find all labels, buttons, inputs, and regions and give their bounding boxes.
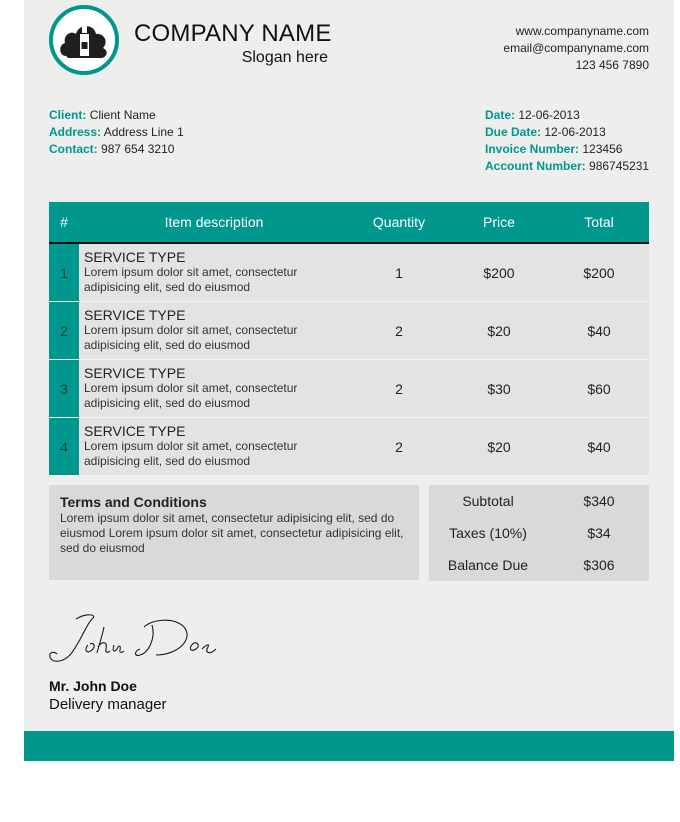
service-description: Lorem ipsum dolor sit amet, consectetur adipisicing elit, sed do eiusmod	[84, 265, 298, 294]
service-description: Lorem ipsum dolor sit amet, consectetur adipisicing elit, sed do eiusmod	[84, 439, 298, 468]
due-date-row	[485, 124, 649, 141]
handwritten-signature	[44, 605, 234, 670]
subtotal-row	[429, 493, 649, 513]
row-total: $40	[549, 302, 649, 360]
date-value: 12-06-2013	[518, 108, 580, 122]
footer-band	[24, 731, 674, 761]
service-type: SERVICE TYPE	[84, 365, 186, 381]
row-price: $30	[449, 360, 549, 418]
row-description	[79, 243, 349, 302]
invoice-sheet	[24, 0, 674, 761]
header-total: Total	[549, 202, 649, 243]
terms-panel	[49, 485, 419, 580]
table-row	[49, 418, 649, 476]
header-quantity: Quantity	[349, 202, 449, 243]
table-row	[49, 360, 649, 418]
totals-panel	[429, 485, 649, 581]
row-quantity: 1	[349, 243, 449, 302]
invoice-number-row	[485, 141, 649, 158]
account-number-label: Account Number:	[485, 159, 586, 173]
balance-due-value: $306	[583, 557, 615, 573]
address-value: Address Line 1	[103, 125, 184, 139]
contact-value: 987 654 3210	[101, 142, 175, 156]
company-email[interactable]: email@companyname.com	[503, 41, 649, 55]
date-label: Date:	[485, 108, 516, 122]
account-number-row	[485, 158, 649, 175]
due-date-label: Due Date:	[485, 125, 542, 139]
row-price: $20	[449, 302, 549, 360]
terms-body: Lorem ipsum dolor sit amet, consectetur adipisicing elit, sed do eiusmod Lorem ipsum dolor sit amet, consectetur adipisicing elit, sed do eiusmod	[60, 511, 404, 555]
contact-row	[49, 141, 184, 158]
signer-name: Mr. John Doe	[49, 678, 137, 694]
taxes-label: Taxes (10%)	[449, 525, 527, 541]
items-table	[49, 202, 649, 476]
client-value: Client Name	[89, 108, 156, 122]
company-website[interactable]: www.companyname.com	[515, 24, 649, 38]
header-description: Item description	[79, 202, 349, 243]
header-price: Price	[449, 202, 549, 243]
service-type: SERVICE TYPE	[84, 307, 186, 323]
company-phone: 123 456 7890	[575, 58, 649, 72]
table-header-row	[49, 202, 649, 243]
table-row	[49, 302, 649, 360]
row-number: 4	[49, 418, 79, 476]
taxes-value: $34	[587, 525, 611, 541]
address-row	[49, 124, 184, 141]
signer-title: Delivery manager	[49, 696, 167, 713]
subtotal-label: Subtotal	[462, 493, 514, 509]
subtotal-value: $340	[583, 493, 615, 509]
invoice-number-label: Invoice Number:	[485, 142, 580, 156]
header-number: #	[49, 202, 79, 243]
row-description	[79, 360, 349, 418]
bottle-cloud-icon	[56, 12, 112, 68]
due-date-value: 12-06-2013	[544, 125, 606, 139]
taxes-row	[429, 525, 649, 545]
row-number: 3	[49, 360, 79, 418]
service-type: SERVICE TYPE	[84, 423, 186, 439]
service-description: Lorem ipsum dolor sit amet, consectetur adipisicing elit, sed do eiusmod	[84, 323, 298, 352]
row-total: $200	[549, 243, 649, 302]
row-price: $200	[449, 243, 549, 302]
company-contact-block	[503, 23, 649, 74]
service-description: Lorem ipsum dolor sit amet, consectetur adipisicing elit, sed do eiusmod	[84, 381, 298, 410]
company-logo	[49, 5, 119, 75]
row-number: 1	[49, 243, 79, 302]
balance-due-row	[429, 557, 649, 577]
account-number-value: 986745231	[589, 159, 650, 173]
row-quantity: 2	[349, 302, 449, 360]
company-slogan: Slogan here	[241, 49, 328, 66]
client-row	[49, 107, 184, 124]
address-label: Address:	[49, 125, 102, 139]
table-row	[49, 243, 649, 302]
balance-due-label: Balance Due	[447, 557, 529, 573]
row-total: $60	[549, 360, 649, 418]
contact-label: Contact:	[49, 142, 98, 156]
invoice-info	[485, 107, 649, 175]
row-description	[79, 418, 349, 476]
terms-title: Terms and Conditions	[60, 494, 207, 510]
row-price: $20	[449, 418, 549, 476]
row-description	[79, 302, 349, 360]
invoice-number-value: 123456	[582, 142, 623, 156]
service-type: SERVICE TYPE	[84, 249, 186, 265]
company-name: COMPANY NAME	[134, 20, 332, 47]
row-quantity: 2	[349, 360, 449, 418]
row-number: 2	[49, 302, 79, 360]
row-quantity: 2	[349, 418, 449, 476]
client-label: Client:	[49, 108, 87, 122]
client-info	[49, 107, 184, 158]
date-row	[485, 107, 649, 124]
row-total: $40	[549, 418, 649, 476]
